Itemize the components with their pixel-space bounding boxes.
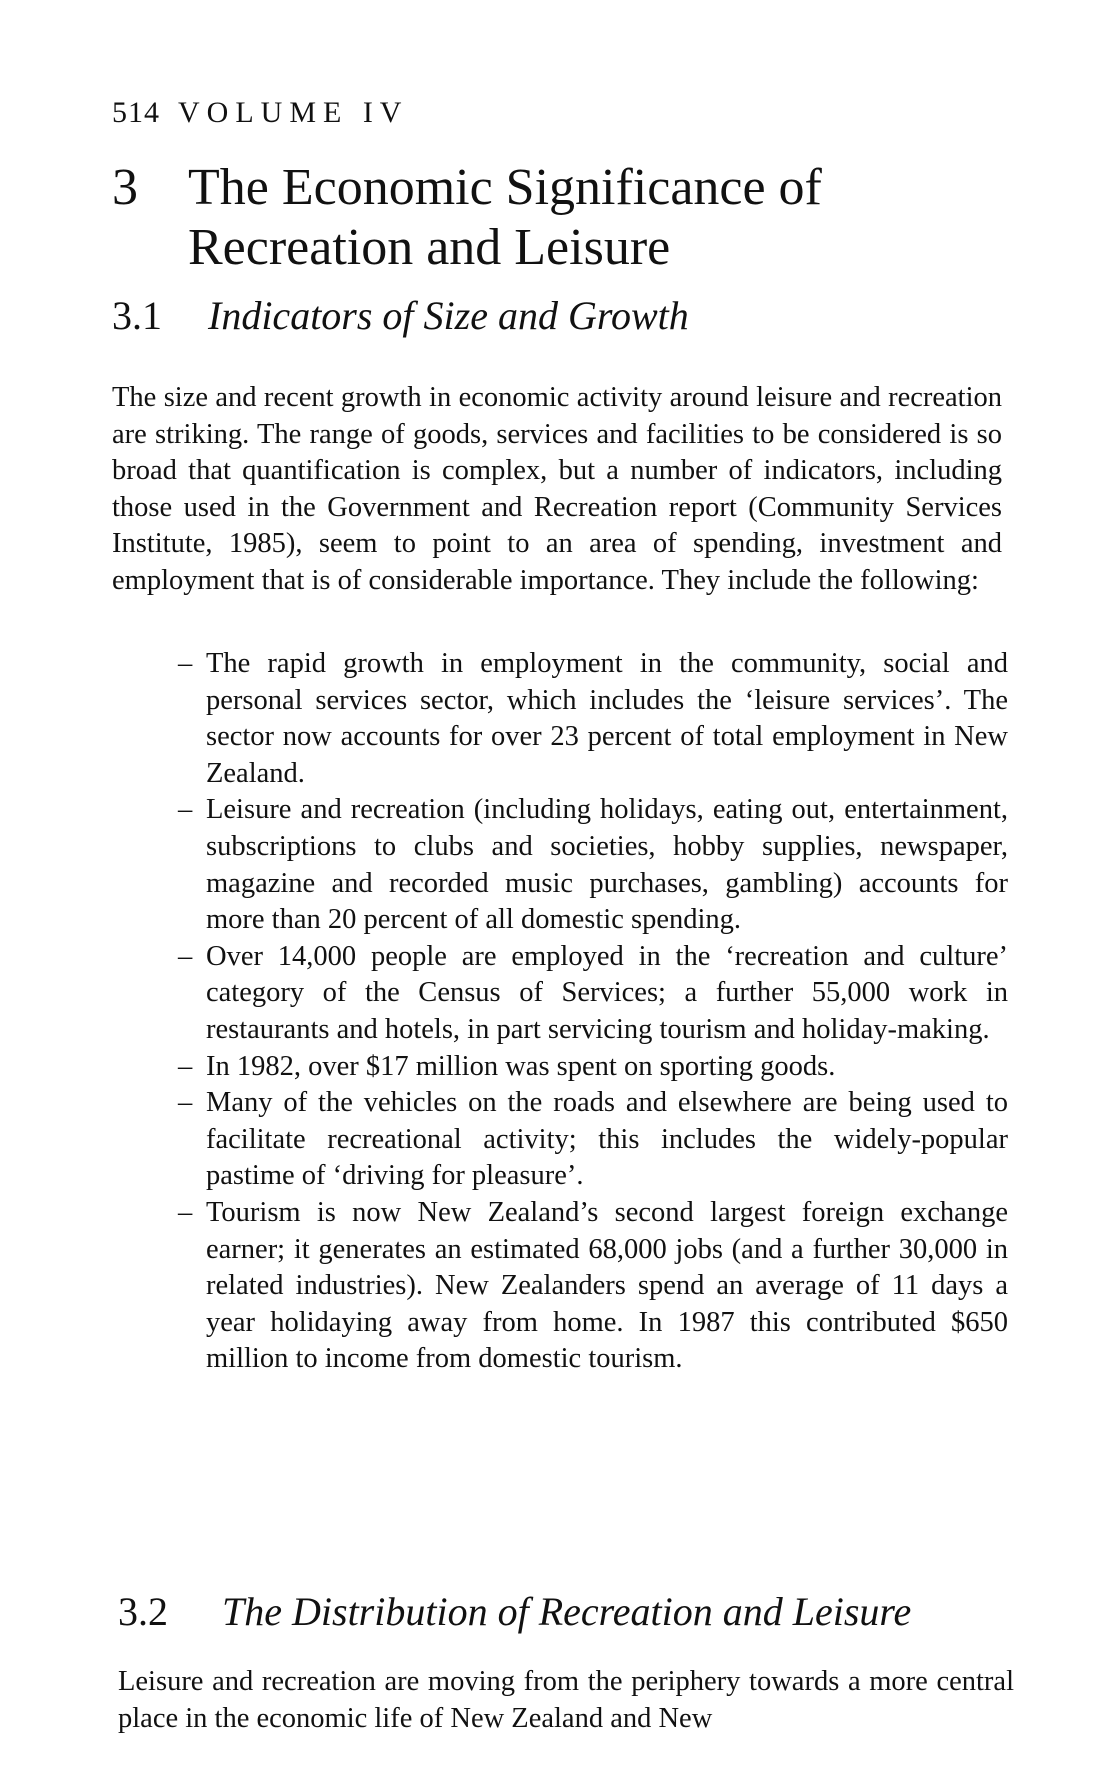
volume-label: VOLUME IV — [178, 96, 409, 129]
list-item — [178, 1195, 1008, 1378]
list-item-text: In 1982, over $17 million was spent on sporting goods. — [206, 1050, 836, 1082]
page-number: 514 — [112, 96, 160, 129]
bullet-dash: – — [178, 794, 193, 826]
section-number: 3.2 — [118, 1589, 168, 1634]
indicator-list — [178, 646, 1008, 1378]
intro-paragraph: The size and recent growth in economic activity around leisure and recreation are striking. The range of goods, services and facilities to be considered is so broad that quantification is complex, but a number of indicators, including those used in the Government and Recreation report (Community Services Institute, 1985), seem to point to an area of spending, investment and employment that is of considerable importance. They include the following: — [112, 382, 1002, 596]
bullet-dash: – — [178, 1087, 193, 1119]
list-item-text: The rapid growth in employment in the community, social and personal services sector, which includes the ‘leisure services’. The sector now accounts for over 23 percent of total employment in New Zealand. — [206, 648, 1008, 789]
running-head — [112, 96, 408, 130]
list-item — [178, 939, 1008, 1049]
section-3-2-paragraph: Leisure and recreation are moving from the periphery towards a more central place in the economic life of New Zealand and New — [118, 1666, 1014, 1734]
list-item — [178, 1049, 1008, 1086]
bullet-dash: – — [178, 940, 193, 972]
section-title: The Distribution of Recreation and Leisure — [222, 1589, 912, 1634]
section-number: 3.1 — [112, 293, 162, 338]
bullet-dash: – — [178, 648, 193, 679]
chapter-title: The Economic Significance of Recreation and Leisure — [188, 159, 822, 276]
list-item-text: Many of the vehicles on the roads and elsewhere are being used to facilitate recreational activity; this includes the widely-popular pastime of ‘driving for pleasure’. — [206, 1087, 1008, 1192]
chapter-number: 3 — [112, 159, 138, 216]
list-item — [178, 646, 1008, 792]
bullet-dash: – — [178, 1050, 193, 1082]
list-item-text: Over 14,000 people are employed in the ‘recreation and culture’ category of the Census of Services; a further 55,000 work in restaurants and hotels, in part servicing tourism and holiday-making. — [206, 940, 1008, 1045]
list-item-text: Leisure and recreation (including holidays, eating out, entertainment, subscriptions to clubs and societies, hobby supplies, newspaper, magazine and recorded music purchases, gambling) accounts for more than 20 percent of all domestic spending. — [206, 794, 1008, 936]
section-title: Indicators of Size and Growth — [208, 293, 689, 338]
list-item — [178, 792, 1008, 938]
bullet-dash: – — [178, 1196, 193, 1228]
list-item-text: Tourism is now New Zealand’s second largest foreign exchange earner; it generates an estimated 68,000 jobs (and a further 30,000 in related industries). New Zealanders spend an average of 11 days a year holidaying away from home. In 1987 this contributed $650 million to income from domestic tourism. — [206, 1196, 1008, 1375]
list-item — [178, 1085, 1008, 1195]
